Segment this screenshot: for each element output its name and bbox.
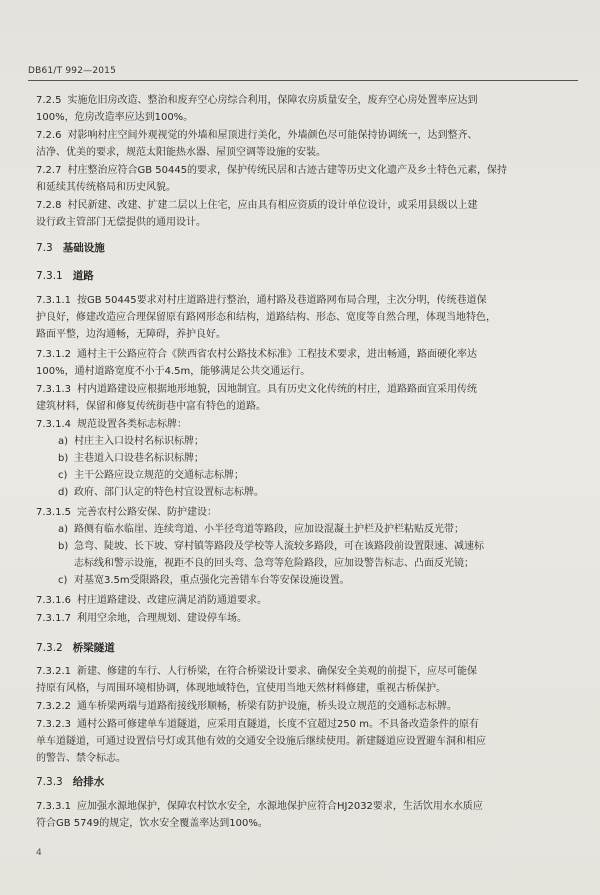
list-item-text: 对基宽3.5m受限路段，重点强化完善错车台等安保设施设置。 — [74, 575, 350, 586]
clause-text: 新建、修建的车行、人行桥梁，在符合桥梁设计要求、确保安全美观的前提下，应尽可能保 — [77, 666, 477, 677]
clause-number: 7.3.1.7 — [36, 613, 71, 624]
clause-7-3-2-2 — [36, 698, 576, 715]
clause-7-3-1-6 — [36, 592, 576, 609]
list-item-label: c) — [58, 575, 68, 586]
list-item — [36, 572, 576, 589]
section-title: 桥梁隧道 — [72, 642, 115, 654]
clause-number: 7.2.7 — [36, 165, 62, 176]
clause-number: 7.3.1.5 — [36, 507, 71, 518]
clause-text: 单车道隧道，可通过设置信号灯或其他有效的交通安全设施后继续使用。新建隧道应设置避车洞和相应 — [36, 736, 486, 747]
clause-number: 7.3.3.1 — [36, 801, 71, 812]
list-item-label: d) — [58, 487, 69, 498]
list-item — [36, 450, 576, 467]
clause-number: 7.3.1.1 — [36, 295, 71, 306]
clause-number: 7.3.1.6 — [36, 595, 71, 606]
list-item — [36, 538, 576, 555]
clause-text: 村民新建、改建、扩建二层以上住宅，应由具有相应资质的设计单位设计，或采用县级以上建 — [67, 200, 478, 211]
clause-text: 符合GB 5749的规定，饮水安全覆盖率达到100%。 — [36, 818, 268, 829]
clause-text: 村内道路建设应根据地形地貌，因地制宜。具有历史文化传统的村庄，道路路面宜采用传统 — [77, 384, 477, 395]
clause-text: 路面平整，边沟通畅，无障碍，养护良好。 — [36, 329, 226, 340]
clause-text: 村庄道路建设、改建应满足消防通道要求。 — [77, 595, 267, 606]
clause-text: 对影响村庄空间外观视觉的外墙和屋顶进行美化，外墙颜色尽可能保持协调统一，达到整齐、 — [67, 130, 478, 141]
clause-number: 7.3.2.2 — [36, 701, 71, 712]
section-heading-7-3-1 — [36, 268, 94, 283]
clause-7-2-6 — [36, 127, 576, 161]
section-title: 道路 — [72, 270, 94, 282]
list-item-label: a) — [58, 524, 69, 535]
clause-number: 7.3.2.3 — [36, 719, 71, 730]
clause-text: 按GB 50445要求对村庄道路进行整治，通村路及巷道路网布局合理，主次分明，传统巷道保 — [77, 295, 487, 306]
clause-text: 完善农村公路安保、防护建设： — [77, 507, 217, 518]
clause-text: 100%，通村道路宽度不小于4.5m，能够满足公共交通运行。 — [36, 366, 311, 377]
header-rule — [28, 80, 578, 81]
clause-7-3-2-3 — [36, 716, 576, 767]
clause-number: 7.2.5 — [36, 95, 62, 106]
clause-text: 应加强水源地保护，保障农村饮水安全，水源地保护应符合HJ2032要求，生活饮用水水质应 — [77, 801, 483, 812]
clause-text: 实施危旧房改造、整治和废弃空心房综合利用，保障农房质量安全，废弃空心房处置率应达到 — [67, 95, 478, 106]
list-item — [36, 484, 576, 501]
clause-text: 和延续其传统格局和历史风貌。 — [36, 182, 176, 193]
clause-7-2-8 — [36, 197, 576, 231]
section-number: 7.3.2 — [36, 642, 63, 654]
list-item-text: 志标线和警示设施，视距不良的回头弯、急弯等危险路段，应加设警告标志、凸面反光镜； — [74, 558, 474, 569]
clause-number: 7.2.6 — [36, 130, 62, 141]
clause-7-3-1-3 — [36, 381, 576, 415]
clause-7-3-1-4 — [36, 416, 576, 501]
clause-text: 通车桥梁两端与道路衔接线形顺畅，桥梁有防护设施，桥头设立规范的交通标志标牌。 — [77, 701, 457, 712]
page-number: 4 — [36, 848, 42, 858]
clause-7-3-1-7 — [36, 610, 576, 627]
list-item — [36, 467, 576, 484]
section-number: 7.3 — [36, 242, 53, 254]
section-heading-7-3-2 — [36, 640, 115, 655]
list-item-text: 路侧有临水临崖、连续弯道、小半径弯道等路段，应加设混凝土护栏及护栏粘贴反光带； — [74, 524, 464, 535]
clause-number: 7.2.8 — [36, 200, 62, 211]
clause-7-3-1-1 — [36, 292, 576, 343]
clause-text: 村庄整治应符合GB 50445的要求，保护传统民居和古迹古建等历史文化遗产及乡土特色元素，保持 — [67, 165, 508, 176]
list-item-label: b) — [58, 541, 69, 552]
list-item-label: a) — [58, 436, 69, 447]
clause-text: 建筑材料，保留和修复传统街巷中富有特色的道路。 — [36, 401, 266, 412]
list-item-text: 政府、部门认定的特色村宜设置标志标牌。 — [74, 487, 264, 498]
section-heading-7-3 — [36, 240, 105, 255]
clause-7-3-2-1 — [36, 663, 576, 697]
list-item-text: 主巷道入口设巷名标识标牌； — [74, 453, 204, 464]
clause-text: 通村主干公路应符合《陕西省农村公路技术标准》工程技术要求，进出畅通，路面硬化率达 — [77, 349, 477, 360]
clause-7-2-5 — [36, 92, 576, 126]
section-number: 7.3.1 — [36, 270, 63, 282]
section-title: 给排水 — [72, 776, 105, 788]
list-item-text: 村庄主入口设村名标识标牌； — [74, 436, 204, 447]
clause-7-2-7 — [36, 162, 576, 196]
clause-text: 设行政主管部门无偿提供的通用设计。 — [36, 217, 206, 228]
list-item — [36, 433, 576, 450]
document-code-header: DB61/T 992—2015 — [28, 66, 117, 76]
clause-text: 护良好，修建改造应合理保留原有路网形态和结构，道路结构、形态、宽度等自然合理，体现当地特色， — [36, 312, 496, 323]
section-title: 基础设施 — [62, 242, 105, 254]
clause-text: 的警告、禁令标志。 — [36, 753, 126, 764]
clause-text: 规范设置各类标志标牌： — [77, 419, 187, 430]
clause-text: 100%，危房改造率应达到100%。 — [36, 112, 194, 123]
clause-text: 持原有风格，与周围环境相协调，体现地域特色，宜使用当地天然材料修建，重视古桥保护。 — [36, 683, 446, 694]
clause-number: 7.3.1.4 — [36, 419, 71, 430]
list-item-label: b) — [58, 453, 69, 464]
clause-number: 7.3.2.1 — [36, 666, 71, 677]
list-item — [36, 521, 576, 538]
clause-text: 利用空余地，合理规划、建设停车场。 — [77, 613, 247, 624]
clause-7-3-3-1 — [36, 798, 576, 832]
clause-number: 7.3.1.3 — [36, 384, 71, 395]
section-heading-7-3-3 — [36, 774, 104, 789]
section-number: 7.3.3 — [36, 776, 63, 788]
list-item-text: 急弯、陡坡、长下坡、穿村镇等路段及学校等人流较多路段，可在该路段前设置限速、减速标 — [74, 541, 484, 552]
list-item-text: 主干公路应设立规范的交通标志标牌； — [74, 470, 244, 481]
clause-7-3-1-2 — [36, 346, 576, 380]
clause-number: 7.3.1.2 — [36, 349, 71, 360]
clause-text: 通村公路可修建单车道隧道，应采用直隧道，长度不宜超过250 m。不具备改造条件的原有 — [77, 719, 480, 730]
clause-7-3-1-5 — [36, 504, 576, 589]
list-item-label: c) — [58, 470, 68, 481]
clause-text: 洁净、优美的要求，规范太阳能热水器、屋顶空调等设施的安装。 — [36, 147, 326, 158]
